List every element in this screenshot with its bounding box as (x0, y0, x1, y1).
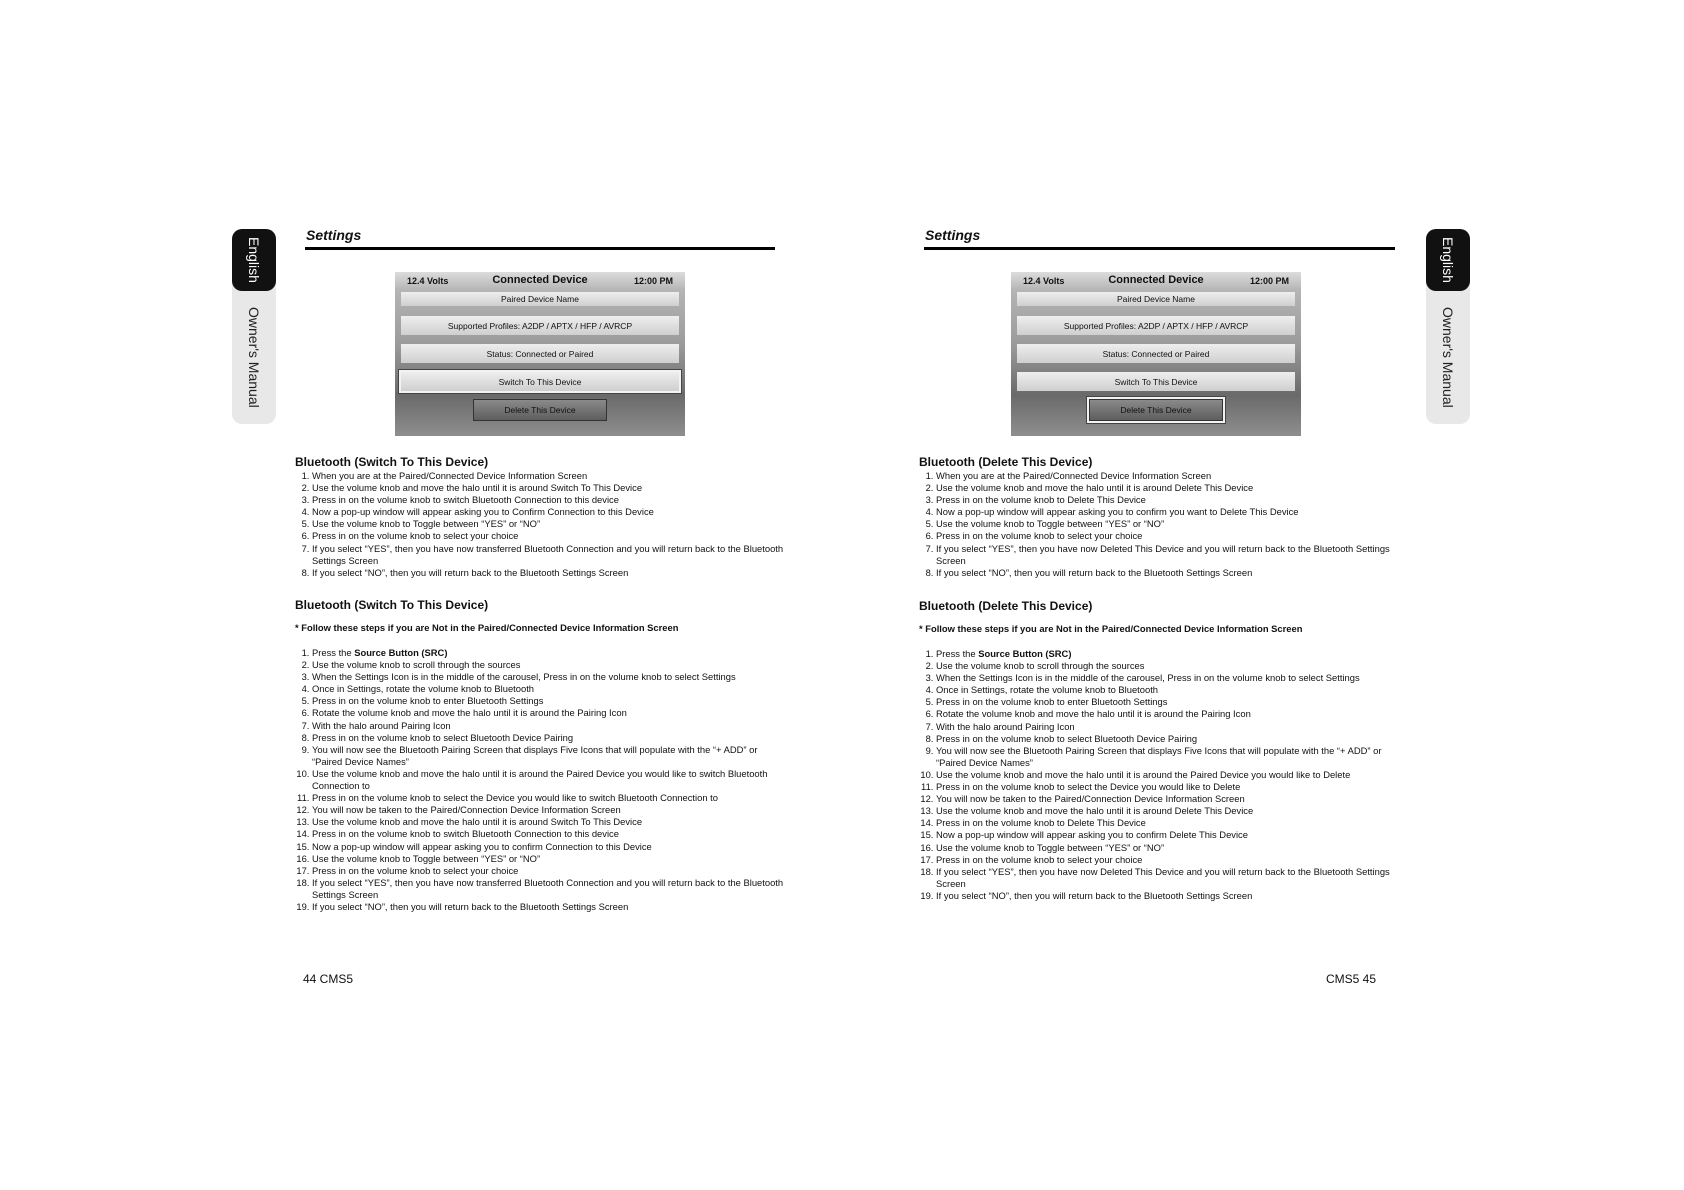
step: 12. You will now be taken to the Paired/Connection Device Information Screen (312, 804, 785, 816)
step: 13. Use the volume knob and move the halo until it is around Switch To This Device (312, 816, 785, 828)
step: 7. If you select “YES”, then you have now transferred Bluetooth Connection and you will return back to the Bluetooth Settings Screen (312, 543, 785, 567)
steps-list (295, 470, 785, 579)
step: 6. Rotate the volume knob and move the halo until it is around the Pairing Icon (936, 708, 1409, 720)
screen-header (395, 272, 685, 290)
source-button-label: Source Button (SRC) (978, 648, 1072, 659)
step: 7. If you select “YES”, then you have now Deleted This Device and you will return back to the Bluetooth Settings Screen (936, 543, 1409, 567)
switch-to-this-device-button[interactable]: Switch To This Device (1017, 372, 1295, 391)
switch-to-this-device-button[interactable]: Switch To This Device (401, 372, 679, 391)
side-tab (232, 229, 276, 424)
manual-label: Owner's Manual (1440, 307, 1456, 408)
section-heading: Bluetooth (Delete This Device) (919, 455, 1093, 469)
step: 9. You will now see the Bluetooth Pairing Screen that displays Five Icons that will populate with the “+ ADD” or “Paired Device Names” (312, 744, 785, 768)
language-tab (1426, 229, 1470, 291)
step: 11. Press in on the volume knob to select the Device you would like to switch Bluetooth Connection to (312, 792, 785, 804)
side-tab (1426, 229, 1470, 424)
step: 5. Use the volume knob to Toggle between “YES” or “NO” (936, 518, 1409, 530)
step: 2. Use the volume knob to scroll through the sources (936, 660, 1409, 672)
language-label: English (1440, 237, 1456, 283)
step: 2. Use the volume knob and move the halo until it is around Delete This Device (936, 482, 1409, 494)
step: 5. Press in on the volume knob to enter Bluetooth Settings (936, 696, 1409, 708)
section-title: Settings (925, 227, 981, 243)
step: 18. If you select “YES”, then you have now Deleted This Device and you will return back to the Bluetooth Settings Screen (936, 866, 1409, 890)
screen-header (1011, 272, 1301, 290)
step: 1. When you are at the Paired/Connected Device Information Screen (936, 470, 1409, 482)
status-row: Status: Connected or Paired (1017, 344, 1295, 363)
section-delete-device-full (919, 599, 1409, 902)
step: 3. Press in on the volume knob to switch Bluetooth Connection to this device (312, 494, 785, 506)
volts-readout: 12.4 Volts (407, 276, 449, 286)
manual-label: Owner's Manual (246, 307, 262, 408)
supported-profiles-row: Supported Profiles: A2DP / APTX / HFP / AVRCP (1017, 316, 1295, 335)
step: 19. If you select “NO”, then you will return back to the Bluetooth Settings Screen (936, 890, 1409, 902)
step: 12. You will now be taken to the Paired/Connection Device Information Screen (936, 793, 1409, 805)
step: 14. Press in on the volume knob to switch Bluetooth Connection to this device (312, 828, 785, 840)
step: 13. Use the volume knob and move the halo until it is around Delete This Device (936, 805, 1409, 817)
step: 15. Now a pop-up window will appear asking you to confirm Connection to this Device (312, 841, 785, 853)
step (936, 648, 1409, 660)
delete-this-device-button[interactable]: Delete This Device (473, 399, 607, 421)
step: 15. Now a pop-up window will appear asking you to confirm Delete This Device (936, 829, 1409, 841)
step: 16. Use the volume knob to Toggle between “YES” or “NO” (312, 853, 785, 865)
connected-device-screen (395, 272, 685, 436)
step: 4. Now a pop-up window will appear asking you to confirm you want to Delete This Device (936, 506, 1409, 518)
steps-list (295, 647, 785, 913)
steps-list (919, 470, 1409, 579)
steps-list (919, 648, 1409, 902)
step: 8. Press in on the volume knob to select Bluetooth Device Pairing (936, 733, 1409, 745)
step-text: Press the (936, 648, 979, 659)
clock-readout: 12:00 PM (1249, 276, 1289, 286)
clock-readout: 12:00 PM (633, 276, 673, 286)
section-note: * Follow these steps if you are Not in the Paired/Connected Device Information Screen (295, 622, 679, 633)
page-footer: CMS5 45 (1326, 972, 1377, 986)
screen-title: Connected Device (492, 274, 588, 286)
section-heading: Bluetooth (Delete This Device) (919, 599, 1093, 613)
paired-device-name-row: Paired Device Name (1017, 292, 1295, 306)
step: 11. Press in on the volume knob to select the Device you would like to Delete (936, 781, 1409, 793)
step: 8. Press in on the volume knob to select Bluetooth Device Pairing (312, 732, 785, 744)
step: 5. Use the volume knob to Toggle between “YES” or “NO” (312, 518, 785, 530)
section-title: Settings (306, 227, 362, 243)
paired-device-name-row: Paired Device Name (401, 292, 679, 306)
step: 3. Press in on the volume knob to Delete This Device (936, 494, 1409, 506)
section-heading: Bluetooth (Switch To This Device) (295, 598, 489, 612)
section-note: * Follow these steps if you are Not in the Paired/Connected Device Information Screen (919, 623, 1303, 634)
step: 16. Use the volume knob to Toggle between “YES” or “NO” (936, 842, 1409, 854)
step: 18. If you select “YES”, then you have now transferred Bluetooth Connection and you will return back to the Bluetooth Settings Screen (312, 877, 785, 901)
step: 3. When the Settings Icon is in the middle of the carousel, Press in on the volume knob to select Settings (936, 672, 1409, 684)
section-switch-device-from-info (295, 455, 785, 579)
section-heading: Bluetooth (Switch To This Device) (295, 455, 489, 469)
volts-readout: 12.4 Volts (1023, 276, 1065, 286)
connected-device-screen (1011, 272, 1301, 436)
delete-this-device-button[interactable]: Delete This Device (1089, 399, 1223, 421)
language-tab (232, 229, 276, 291)
supported-profiles-row: Supported Profiles: A2DP / APTX / HFP / AVRCP (401, 316, 679, 335)
step: 4. Once in Settings, rotate the volume knob to Bluetooth (936, 684, 1409, 696)
step: 8. If you select “NO”, then you will return back to the Bluetooth Settings Screen (312, 567, 785, 579)
step: 4. Once in Settings, rotate the volume knob to Bluetooth (312, 683, 785, 695)
step: 6. Press in on the volume knob to select your choice (312, 530, 785, 542)
step: 19. If you select “NO”, then you will return back to the Bluetooth Settings Screen (312, 901, 785, 913)
step: 6. Rotate the volume knob and move the halo until it is around the Pairing Icon (312, 707, 785, 719)
step-text: Press the (312, 647, 355, 658)
step: 5. Press in on the volume knob to enter Bluetooth Settings (312, 695, 785, 707)
step: 2. Use the volume knob and move the halo until it is around Switch To This Device (312, 482, 785, 494)
page-footer: 44 CMS5 (303, 972, 354, 986)
step: 14. Press in on the volume knob to Delete This Device (936, 817, 1409, 829)
step: 10. Use the volume knob and move the halo until it is around the Paired Device you would like to switch Bluetooth Connection to (312, 768, 785, 792)
title-rule (924, 247, 1395, 250)
step: 7. With the halo around Pairing Icon (936, 721, 1409, 733)
step: 9. You will now see the Bluetooth Pairing Screen that displays Five Icons that will populate with the “+ ADD” or “Paired Device Names” (936, 745, 1409, 769)
step (312, 647, 785, 659)
step: 17. Press in on the volume knob to select your choice (936, 854, 1409, 866)
screen-title: Connected Device (1108, 274, 1204, 286)
language-label: English (246, 237, 262, 283)
section-delete-device-from-info (919, 455, 1409, 579)
step: 7. With the halo around Pairing Icon (312, 720, 785, 732)
step: 6. Press in on the volume knob to select your choice (936, 530, 1409, 542)
right-page (842, 0, 1684, 1190)
step: 17. Press in on the volume knob to select your choice (312, 865, 785, 877)
step: 4. Now a pop-up window will appear asking you to Confirm Connection to this Device (312, 506, 785, 518)
step: 10. Use the volume knob and move the halo until it is around the Paired Device you would like to Delete (936, 769, 1409, 781)
step: 2. Use the volume knob to scroll through the sources (312, 659, 785, 671)
step: 8. If you select “NO”, then you will return back to the Bluetooth Settings Screen (936, 567, 1409, 579)
status-row: Status: Connected or Paired (401, 344, 679, 363)
step: 1. When you are at the Paired/Connected Device Information Screen (312, 470, 785, 482)
source-button-label: Source Button (SRC) (354, 647, 448, 658)
title-rule (305, 247, 775, 250)
step: 3. When the Settings Icon is in the middle of the carousel, Press in on the volume knob to select Settings (312, 671, 785, 683)
section-switch-device-full (295, 598, 785, 913)
